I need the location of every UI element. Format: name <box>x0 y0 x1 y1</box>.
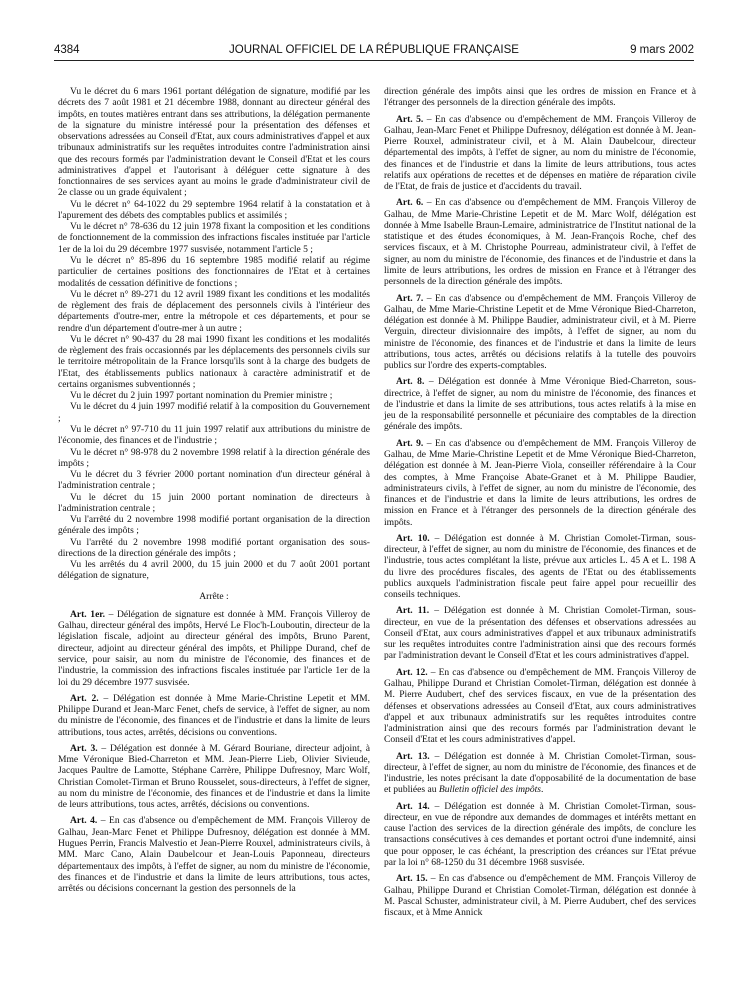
article-3-text: – Délégation est donnée à M. Gérard Bouriane, directeur adjoint, à Mme Véronique Bied-Charreton et MM. Jean-Pierre Lieb, Olivier Sivieude, Jacques Paultre de Lamotte, Stéphane Carrère, Philippe Dufresnoy, Marc Wolf, Christian Comolet-Tirman et Bruno Rousselet, sous-directeurs, à l'effet de signer, au nom du ministre de l'économie, des finances et de l'industrie et dans la limite de leurs attributions, tous actes, arrêtés, décisions ou conventions. <box>58 742 370 811</box>
article-7-label: Art. 7. <box>396 292 424 304</box>
visa-13: Vu l'arrêté du 2 novembre 1998 modifié portant organisation de la direction générale des impôts ; <box>58 514 370 537</box>
article-5-text: – En cas d'absence ou d'empêchement de MM. François Villeroy de Galhau, Jean-Marc Fenet et Philippe Dufresnoy, délégation est donnée à M. Jean-Pierre Rouxel, administrateur civil, et à M. Alain Daubelcour, directeur départemental des impôts, à l'effet de signer, au nom du ministre de l'économie, des finances et de l'industrie et dans la limite de leurs attributions, tous actes relatifs aux opérations de recettes et de dépenses en matière de réparation civile de l'Etat, de frais de justice et d'accidents du travail. <box>384 113 696 193</box>
article-10 <box>384 533 696 601</box>
visa-4: Vu le décret n° 85-896 du 16 septembre 1985 modifié relatif au régime particulier de certaines positions des fonctionnaires de l'Etat et à certaines modalités de cessation définitive de fonctions ; <box>58 254 370 289</box>
article-12-text: – En cas d'absence ou d'empêchement de MM. François Villeroy de Galhau, Philippe Durand et Christian Comolet-Tirman, délégation est donnée à M. Pierre Audubert, chef des services fiscaux, en vue de la présentation des défenses et observations adressées au Conseil d'Etat, aux cours administratives d'appel et aux tribunaux administratifs sur les requêtes introduites contre l'administration ainsi que des recours formés par l'administration devant le Conseil d'Etat et les cours administratives d'appel. <box>384 666 696 746</box>
article-12-label: Art. 12. <box>396 666 428 678</box>
article-7-text: – En cas d'absence ou d'empêchement de MM. François Villeroy de Galhau, de Mme Marie-Christine Lepetit et de Mme Véronique Bied-Charreton, délégation est donnée à M. Philippe Baudier, administrateur civil, et à M. Pierre Verguin, directeur divisionnaire des impôts, à l'effet de signer, au nom du ministre de l'économie, des finances et de l'industrie et dans la limite de leurs attributions, tous actes, arrêtés ou décisions relatifs à la tutelle des pouvoirs publics sur l'ordre des experts-comptables. <box>384 292 696 372</box>
visa-12: Vu le décret du 15 juin 2000 portant nomination de directeurs à l'administration centrale ; <box>58 491 370 514</box>
visa-2: Vu le décret n° 64-1022 du 29 septembre 1964 relatif à la constatation et à l'apurement des débets des comptables publics et assimilés ; <box>58 198 370 221</box>
right-column <box>384 86 696 918</box>
article-8-text: – Délégation est donnée à Mme Véronique Bied-Charreton, sous-directrice, à l'effet de signer, au nom du ministre de l'économie, des finances et de l'industrie et dans la limite de ses attributions, tous actes relatifs à la mise en jeu de la responsabilité personnelle et pécuniaire des comptables de la direction générale des impôts. <box>384 376 697 433</box>
article-3 <box>58 743 370 811</box>
page-number: 4384 <box>54 44 80 56</box>
visa-7: Vu le décret du 2 juin 1997 portant nomination du Premier ministre ; <box>70 390 333 402</box>
article-5 <box>384 114 696 193</box>
visa-8: Vu le décret du 4 juin 1997 modifié relatif à la composition du Gouvernement ; <box>58 401 370 424</box>
visa-5: Vu le décret n° 89-271 du 12 avril 1989 fixant les conditions et les modalités de règlement des frais de déplacement des personnels civils à l'intérieur des départements d'outre-mer, entre la métropole et ces départements, et pour se rendre d'un département d'outre-mer à un autre ; <box>58 288 370 334</box>
article-4-label: Art. 4. <box>70 815 98 827</box>
article-4 <box>58 815 370 894</box>
article-2-label: Art. 2. <box>70 692 99 704</box>
article-11-label: Art. 11. <box>396 605 430 617</box>
article-5-label: Art. 5. <box>396 113 424 125</box>
article-13 <box>384 751 696 796</box>
article-4-continuation: direction générale des impôts ainsi que les ordres de mission en France et à l'étranger des personnels de la direction générale des impôts. <box>384 86 696 109</box>
article-7 <box>384 293 696 372</box>
article-12 <box>384 667 696 746</box>
article-11 <box>384 605 696 661</box>
article-13-tail: . <box>540 784 544 796</box>
arrete-heading: Arrête : <box>199 590 229 602</box>
article-4-text: – En cas d'absence ou d'empêchement de MM. François Villeroy de Galhau, Jean-Marc Fenet et Philippe Dufresnoy, délégation est donnée à MM. Hugues Perrin, Francis Malvestio et Jean-Pierre Rouxel, administrateurs civils, à MM. Marc Cano, Alain Daubelcour et Jean-Louis Paponneau, directeurs départementaux des impôts, à l'effet de signer, au nom du ministre de l'économie, des finances et de l'industrie et dans la limite de leurs attributions, tous actes, arrêtés ou décisions concernant la gestion des personnels de la <box>58 815 370 895</box>
article-13-text: – Délégation est donnée à M. Christian Comolet-Tirman, sous-directeur, à l'effet de signer, au nom du ministre de l'économie, des finances et de l'industrie, les notes précisant la date d'opposabilité de la documentation de base et publiées au <box>384 750 696 796</box>
publication-date: 9 mars 2002 <box>630 44 694 56</box>
page-header <box>54 44 694 60</box>
visa-14: Vu l'arrêté du 2 novembre 1998 modifié portant organisation des sous-directions de la direction générale des impôts ; <box>58 536 370 559</box>
article-8-label: Art. 8. <box>396 376 425 388</box>
left-column <box>58 86 370 894</box>
article-9 <box>384 438 696 528</box>
article-15-label: Art. 15. <box>396 873 428 885</box>
visa-15: Vu les arrêtés du 4 avril 2000, du 15 juin 2000 et du 7 août 2001 portant délégation de signature, <box>58 559 370 582</box>
visa-9: Vu le décret n° 97-710 du 11 juin 1997 relatif aux attributions du ministre de l'économie, des finances et de l'industrie ; <box>58 423 370 447</box>
bulletin-title: Bulletin officiel des impôts <box>438 784 541 796</box>
article-2 <box>58 693 370 738</box>
journal-title: JOURNAL OFFICIEL DE LA RÉPUBLIQUE FRANÇAISE <box>229 44 519 56</box>
article-14 <box>384 801 696 869</box>
article-13-label: Art. 13. <box>396 750 430 762</box>
visa-1: Vu le décret du 6 mars 1961 portant délégation de signature, modifié par les décrets des 7 août 1981 et 21 décembre 1988, donnant au directeur général des impôts, en toutes matières entrant dans ses attributions, la délégation permanente de la signature du ministre intéressé pour la présentation des défenses et observations adressées au Conseil d'Etat, aux cours administratives d'appel et aux tribunaux administratifs sur les requêtes introduites contre l'administration ainsi que des recours formés par l'administration devant le Conseil d'Etat et les cours administratives d'appel et l'autorisant à déléguer cette signature à des fonctionnaires de ses services ayant au moins le grade d'administrateur civil de 2e classe ou un grade équivalent ; <box>58 86 370 199</box>
visa-6: Vu le décret n° 90-437 du 28 mai 1990 fixant les conditions et les modalités de règlement des frais occasionnés par les déplacements des personnels civils sur le territoire métropolitain de la France lorsqu'ils sont à la charge des budgets de l'Etat, des établissements publics nationaux à caractère administratif et de certains organismes subventionnés ; <box>58 333 370 390</box>
article-14-text: – Délégation est donnée à M. Christian Comolet-Tirman, sous-directeur, en vue de répondre aux demandes de dommages et intérêts mettant en cause l'action des services de la direction générale des impôts, de conclure les transactions consécutives à ces demandes et portant octroi d'une indemnité, ainsi que pour opposer, le cas échéant, la prescription des créances sur l'Etat prévue par la loi n° 68-1250 du 31 décembre 1968 susvisée. <box>384 800 696 868</box>
article-9-label: Art. 9. <box>396 437 424 449</box>
article-14-label: Art. 14. <box>396 800 430 812</box>
article-6 <box>384 197 696 287</box>
article-8 <box>384 376 696 432</box>
article-3-label: Art. 3. <box>70 742 98 754</box>
article-9-text: – En cas d'absence ou d'empêchement de MM. François Villeroy de Galhau, de Mme Marie-Christine Lepetit et de Mme Véronique Bied-Charreton, délégation est donnée à M. Jean-Pierre Viola, conseiller référendaire à la Cour des comptes, à Mme Françoise Abate-Granet et à M. Philippe Baudier, administrateurs civils, à l'effet de signer, au nom du ministre de l'économie, des finances et de l'industrie et dans la limite de leurs attributions, les ordres de mission en France et à l'étranger des personnels de la direction générale des impôts. <box>384 437 696 528</box>
article-1-label: Art. 1er. <box>70 608 106 620</box>
article-10-text: – Délégation est donnée à M. Christian Comolet-Tirman, sous-directeur, à l'effet de signer, au nom du ministre de l'économie, des finances et de l'industrie, tous actes complétant la liste, prévue aux articles L. 45 A et L. 198 A du livre des procédures fiscales, des agents de l'Etat ou des établissements publics auxquels l'administration fiscale peut faire appel pour recueillir des conseils techniques. <box>384 532 696 601</box>
article-1 <box>58 609 370 688</box>
article-2-text: – Délégation est donnée à Mme Marie-Christine Lepetit et MM. Philippe Durand et Jean-Marc Fenet, chefs de service, à l'effet de signer, au nom du ministre de l'économie, des finances et de l'industrie et dans la limite de leurs attributions, tous actes, arrêtés, décisions ou conventions. <box>58 692 371 738</box>
visa-11: Vu le décret du 3 février 2000 portant nomination d'un directeur général à l'administration centrale ; <box>58 469 370 492</box>
article-15-text: – En cas d'absence ou d'empêchement de MM. François Villeroy de Galhau, Philippe Durand et Christian Comolet-Tirman, délégation est donnée à M. Pascal Schuster, administrateur civil, à M. Pierre Audubert, chef des services fiscaux, et à Mme Annick <box>384 873 696 919</box>
article-1-text: – Délégation de signature est donnée à MM. François Villeroy de Galhau, directeur général des impôts, Hervé Le Floc'h-Louboutin, directeur de la législation fiscale, adjoint au directeur général des impôts, Bruno Parent, directeur, adjoint au directeur général des impôts, et Philippe Durand, chef de service, pour saisir, au nom du ministre de l'économie, des finances et de l'industrie, la commission des infractions fiscales instituée par l'article 1er de la loi du 29 décembre 1977 susvisée. <box>58 608 371 688</box>
article-6-label: Art. 6. <box>396 197 424 209</box>
header-rule <box>54 60 694 61</box>
article-10-label: Art. 10. <box>396 532 430 544</box>
article-15 <box>384 873 696 918</box>
visa-3: Vu le décret n° 78-636 du 12 juin 1978 fixant la composition et les conditions de fonctionnement de la commission des infractions fiscales instituée par l'article 1er de la loi du 29 décembre 1977 susvisée, notamment l'article 5 ; <box>58 221 370 255</box>
visa-10: Vu le décret n° 98-978 du 2 novembre 1998 relatif à la direction générale des impôts ; <box>58 446 370 469</box>
article-6-text: – En cas d'absence ou d'empêchement de MM. François Villeroy de Galhau, de Mme Marie-Christine Lepetit et de M. Marc Wolf, délégation est donnée à Mme Isabelle Braun-Lemaire, administratrice de l'Institut national de la statistique et des études économiques, à M. Jean-François Roche, chef des services fiscaux, et à M. Christophe Pourreau, administrateur civil, à l'effet de signer, au nom du ministre de l'économie, des finances et de l'industrie et dans la limite de leurs attributions, les ordres de mission en France et à l'étranger des personnels de la direction générale des impôts. <box>384 197 696 288</box>
article-11-text: – Délégation est donnée à M. Christian Comolet-Tirman, sous-directeur, en vue de la présentation des défenses et observations adressées au Conseil d'Etat, aux cours administratives d'appel et aux tribunaux administratifs sur les requêtes introduites contre l'administration ainsi que des recours formés par l'administration devant le Conseil d'Etat et les cours administratives d'appel. <box>384 605 696 662</box>
